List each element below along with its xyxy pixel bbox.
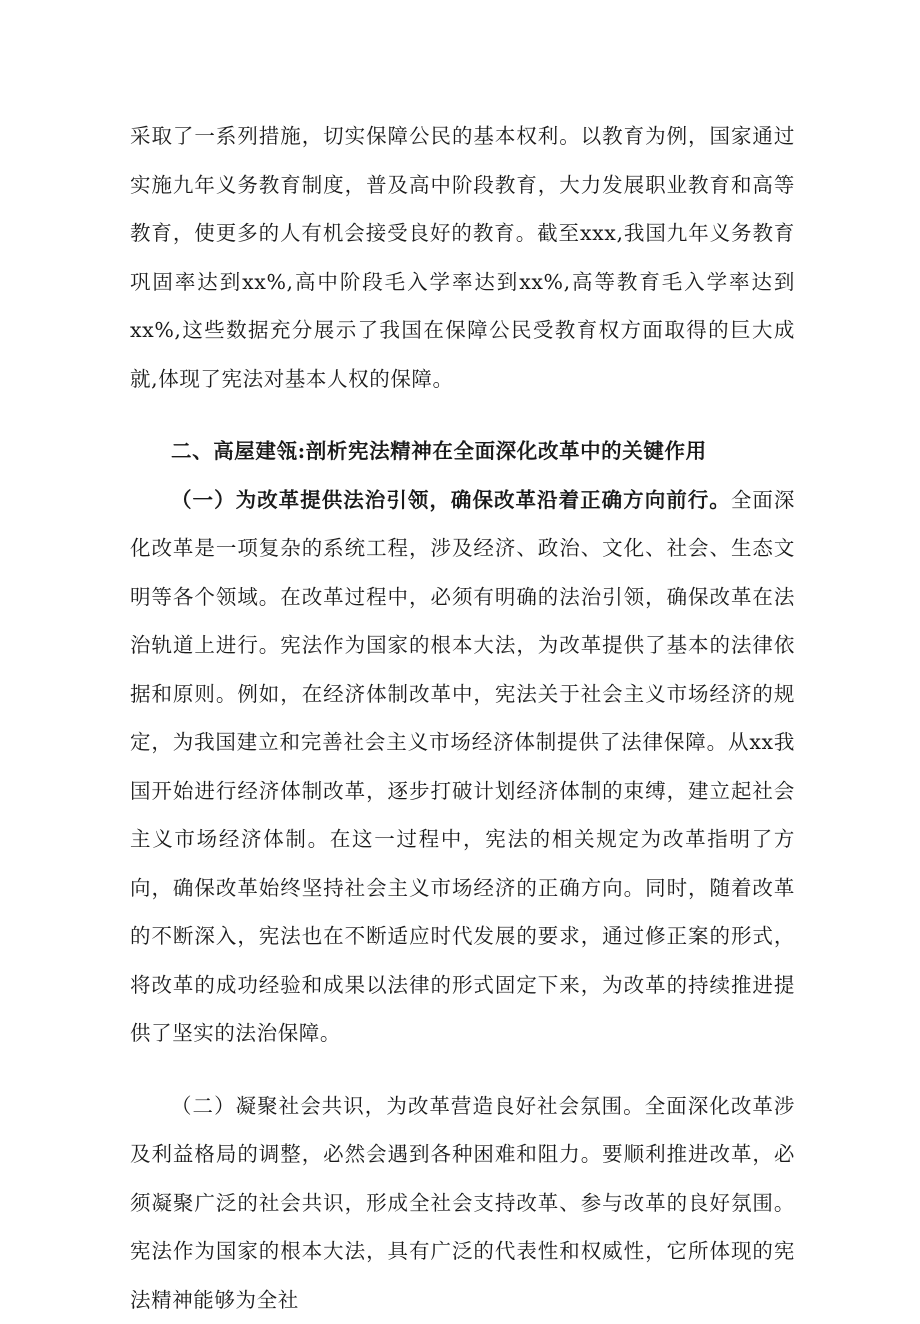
paragraph-social-consensus: （二）凝聚社会共识，为改革营造良好社会氛围。全面深化改革涉及利益格局的调整，必然会遇到各种困难和阻力。要顺利推进改革，必须凝聚广泛的社会共识，形成全社会支持改革、参与改革的良好氛围。宪法作为国家的根本大法，具有广泛的代表性和权威性，它所体现的宪法精神能够为全社 xyxy=(130,1082,795,1324)
document-body xyxy=(130,112,795,1324)
subsection-title-1: （一）为改革提供法治引领，确保改革沿着正确方向前行。 xyxy=(171,488,731,512)
section-heading-2: 二、高屋建瓴:剖析宪法精神在全面深化改革中的关键作用 xyxy=(130,427,795,476)
paragraph-education: 采取了一系列措施，切实保障公民的基本权利。以教育为例，国家通过实施九年义务教育制度，普及高中阶段教育，大力发展职业教育和高等教育，使更多的人有机会接受良好的教育。截至xxx,我国九年义务教育巩固率达到xx%,高中阶段毛入学率达到xx%,高等教育毛入学率达到xx%,这些数据充分展示了我国在保障公民受教育权方面取得的巨大成就,体现了宪法对基本人权的保障。 xyxy=(130,112,795,403)
subsection-body-1: 全面深化改革是一项复杂的系统工程，涉及经济、政治、文化、社会、生态文明等各个领域。在改革过程中，必须有明确的法治引领，确保改革在法治轨道上进行。宪法作为国家的根本大法，为改革提供了基本的法律依据和原则。例如，在经济体制改革中，宪法关于社会主义市场经济的规定，为我国建立和完善社会主义市场经济体制提供了法律保障。从xx我国开始进行经济体制改革，逐步打破计划经济体制的束缚，建立起社会主义市场经济体制。在这一过程中，宪法的相关规定为改革指明了方向，确保改革始终坚持社会主义市场经济的正确方向。同时，随着改革的不断深入，宪法也在不断适应时代发展的要求，通过修正案的形式，将改革的成功经验和成果以法律的形式固定下来，为改革的持续推进提供了坚实的法治保障。 xyxy=(130,488,795,1046)
paragraph-reform-guidance xyxy=(130,476,795,1058)
